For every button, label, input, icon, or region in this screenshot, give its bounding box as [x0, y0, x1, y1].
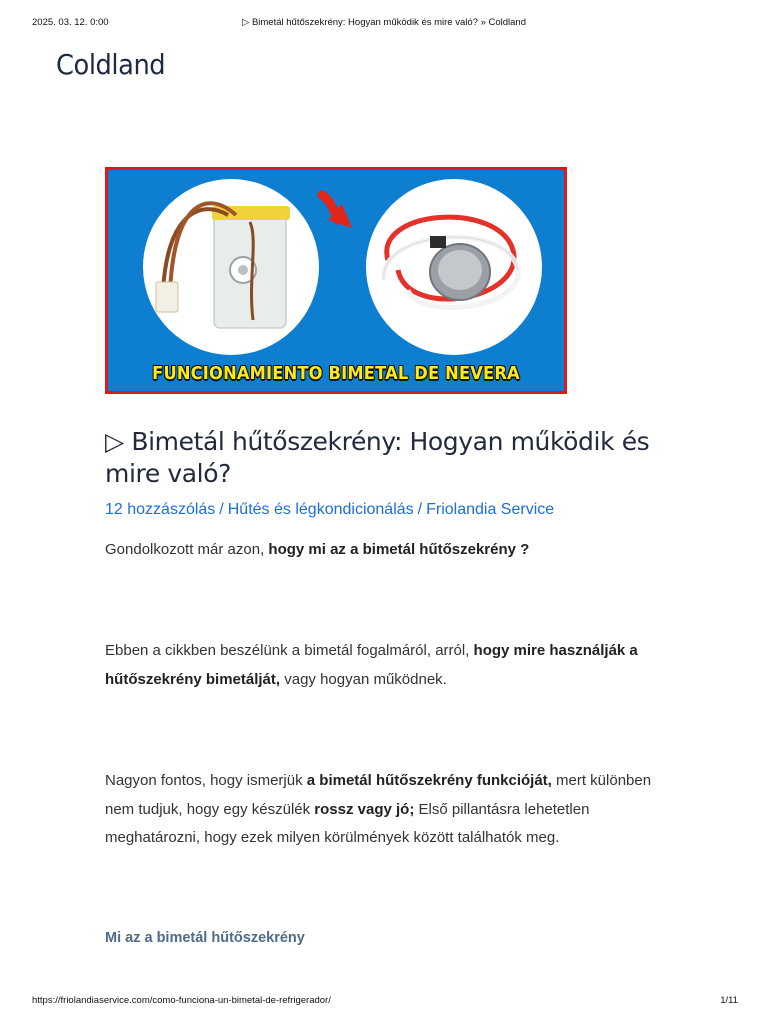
article-title: ▷ Bimetál hűtőszekrény: Hogyan működik és mire való? — [105, 427, 650, 488]
paragraph-bold-text: rossz vagy jó; — [314, 800, 415, 818]
site-title[interactable]: Coldland — [56, 48, 166, 81]
meta-separator: / — [417, 501, 423, 518]
section-heading: Mi az a bimetál hűtőszekrény — [105, 930, 305, 946]
page-counter: 1/11 — [720, 995, 738, 1006]
paragraph-bold-text: a bimetál hűtőszekrény funkcióját, — [306, 772, 552, 789]
print-document-title: ▷ Bimetál hűtőszekrény: Hogyan működik és mire való? » Coldland — [242, 17, 526, 28]
comments-link[interactable]: 12 hozzászólás — [105, 501, 216, 518]
category-link[interactable]: Hűtés és légkondicionálás — [227, 501, 414, 518]
print-header — [0, 17, 768, 29]
paragraph-bold-text: hogy mi az a bimetál hűtőszekrény ? — [268, 541, 530, 558]
hero-caption: FUNCIONAMIENTO BIMETAL DE NEVERA — [152, 364, 520, 384]
meta-separator: / — [219, 501, 224, 518]
paragraph-text: Ebben a cikkben beszélünk a bimetál fogalmáról, arról, — [105, 642, 474, 659]
paragraph-importance — [105, 767, 675, 853]
paragraph-intro — [105, 536, 675, 565]
paragraph-text: Nagyon fontos, hogy ismerjük — [105, 772, 307, 789]
hero-image — [105, 167, 567, 394]
paragraph-text: mert különben nem tudjuk, hogy egy készülék — [105, 772, 652, 818]
paragraph-bold-text: hogy mire használják a hűtőszekrény bimetálját, — [105, 642, 638, 688]
paragraph-overview — [105, 637, 675, 694]
hero-illustration — [108, 170, 564, 391]
print-url: https://friolandiaservice.com/como-funciona-un-bimetal-de-refrigerador/ — [32, 995, 331, 1006]
paragraph-text: Gondolkozott már azon, — [105, 541, 269, 558]
article-meta — [105, 501, 554, 519]
paragraph-text: Első pillantásra lehetetlen meghatározni, hogy ezek milyen körülmények között találhatók meg. — [105, 800, 590, 846]
paragraph-text: vagy hogyan működnek. — [280, 670, 447, 688]
author-link[interactable]: Friolandia Service — [426, 501, 555, 518]
print-date: 2025. 03. 12. 0:00 — [32, 17, 109, 28]
